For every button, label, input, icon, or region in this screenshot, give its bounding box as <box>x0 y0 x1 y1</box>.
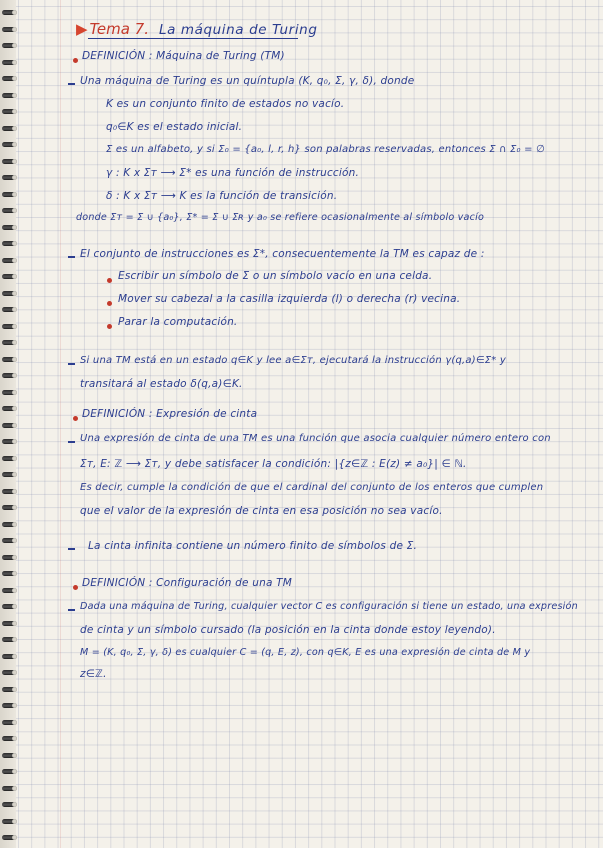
binding-hole <box>12 637 17 642</box>
dash-marker <box>68 441 75 443</box>
binding-hole <box>12 126 17 131</box>
list-item: Parar la computación. <box>118 316 238 328</box>
text-line: δ : K x Σᴛ ⟶ K es la función de transición. <box>106 190 338 202</box>
binding-hole <box>12 175 17 180</box>
definition-heading-tm: DEFINICIÓN : Máquina de Turing (TM) <box>82 50 285 62</box>
binding-hole <box>12 819 17 824</box>
binding-hole <box>12 225 17 230</box>
binding-hole <box>12 76 17 81</box>
binding-hole <box>12 538 17 543</box>
text-line: de cinta y un símbolo cursado (la posición en la cinta donde estoy leyendo). <box>80 624 496 636</box>
binding-hole <box>12 109 17 114</box>
definition-heading-config: DEFINICIÓN : Configuración de una TM <box>82 577 292 589</box>
binding-hole <box>12 456 17 461</box>
binding-hole <box>12 406 17 411</box>
binding-hole <box>12 835 17 840</box>
binding-hole <box>12 390 17 395</box>
dash-marker <box>68 83 75 85</box>
list-bullet <box>107 324 112 329</box>
text-line: que el valor de la expresión de cinta en esa posición no sea vacío. <box>80 505 443 517</box>
definition-heading-tape: DEFINICIÓN : Expresión de cinta <box>82 408 258 420</box>
binding-hole <box>12 27 17 32</box>
binding-hole <box>12 340 17 345</box>
binding-hole <box>12 654 17 659</box>
dash-marker <box>68 548 75 550</box>
binding-hole <box>12 670 17 675</box>
binding-hole <box>12 522 17 527</box>
binding-hole <box>12 703 17 708</box>
text-line: Dada una máquina de Turing, cualquier vector C es configuración si tiene un estado, una expresión <box>80 601 578 612</box>
arrow-marker-icon: ▶ <box>76 20 88 38</box>
binding-hole <box>12 258 17 263</box>
binding-hole <box>12 93 17 98</box>
list-item: Escribir un símbolo de Σ o un símbolo vacío en una celda. <box>118 270 433 282</box>
text-line: El conjunto de instrucciones es Σ*, consecuentemente la TM es capaz de : <box>80 248 485 260</box>
text-line: q₀∈K es el estado inicial. <box>106 121 243 133</box>
definition-bullet <box>73 416 78 421</box>
text-line: La cinta infinita contiene un número finito de símbolos de Σ. <box>88 540 418 552</box>
binding-hole <box>12 373 17 378</box>
title-underline <box>88 38 298 39</box>
binding-hole <box>12 786 17 791</box>
binding-hole <box>12 472 17 477</box>
binding-hole <box>12 10 17 15</box>
binding-hole <box>12 489 17 494</box>
text-line: K es un conjunto finito de estados no vacío. <box>106 98 345 110</box>
text-line: donde Σᴛ = Σ ∪ {a₀}, Σ* = Σ ∪ Σʀ y a₀ se refiere ocasionalmente al símbolo vacío <box>76 212 485 223</box>
dash-marker <box>68 256 75 258</box>
binding-hole <box>12 621 17 626</box>
page-title <box>76 20 318 38</box>
binding-hole <box>12 736 17 741</box>
definition-bullet <box>73 585 78 590</box>
dash-marker <box>68 363 75 365</box>
list-bullet <box>107 301 112 306</box>
text-line: M = (K, q₀, Σ, γ, δ) es cualquier C = (q, E, z), con q∈K, E es una expresión de cinta de M y <box>80 647 531 658</box>
title-prefix: Tema 7. <box>89 20 149 38</box>
binding-hole <box>12 753 17 758</box>
text-line: transitará al estado δ(q,a)∈K. <box>80 378 243 390</box>
list-bullet <box>107 278 112 283</box>
binding-hole <box>12 588 17 593</box>
definition-bullet <box>73 58 78 63</box>
binding-hole <box>12 208 17 213</box>
binding-hole <box>12 439 17 444</box>
binding-hole <box>12 571 17 576</box>
text-line: z∈ℤ. <box>80 668 107 680</box>
binding-hole <box>12 142 17 147</box>
title-text: La máquina de Turing <box>158 22 318 38</box>
binding-hole <box>12 291 17 296</box>
binding-hole <box>12 555 17 560</box>
text-line: Es decir, cumple la condición de que el cardinal del conjunto de los enteros que cumplen <box>80 482 544 493</box>
binding-hole <box>12 357 17 362</box>
margin-line <box>60 0 61 848</box>
binding-hole <box>12 604 17 609</box>
binding-hole <box>12 60 17 65</box>
spiral-binding <box>0 0 16 848</box>
binding-hole <box>12 687 17 692</box>
binding-hole <box>12 274 17 279</box>
binding-hole <box>12 307 17 312</box>
binding-hole <box>12 505 17 510</box>
binding-hole <box>12 241 17 246</box>
text-line: γ : K x Σᴛ ⟶ Σ* es una función de instrucción. <box>106 167 360 179</box>
text-line: Una máquina de Turing es un quíntupla (K, q₀, Σ, γ, δ), donde <box>80 75 415 87</box>
text-line: Una expresión de cinta de una TM es una función que asocia cualquier número entero con <box>80 433 551 444</box>
text-line: Σᴛ, E: ℤ ⟶ Σᴛ, y debe satisfacer la condición: |{z∈ℤ : E(z) ≠ a₀}| ∈ ℕ. <box>80 458 467 470</box>
binding-hole <box>12 423 17 428</box>
text-line: Σ es un alfabeto, y si Σ₀ = {a₀, l, r, h} son palabras reservadas, entonces Σ ∩ Σ₀ = ∅ <box>106 144 545 155</box>
binding-hole <box>12 802 17 807</box>
binding-hole <box>12 192 17 197</box>
binding-hole <box>12 720 17 725</box>
text-line: Si una TM está en un estado q∈K y lee a∈Σᴛ, ejecutará la instrucción γ(q,a)∈Σ* y <box>80 355 506 366</box>
dash-marker <box>68 609 75 611</box>
binding-hole <box>12 324 17 329</box>
list-item: Mover su cabezal a la casilla izquierda (l) o derecha (r) vecina. <box>118 293 461 305</box>
binding-hole <box>12 43 17 48</box>
binding-hole <box>12 159 17 164</box>
binding-hole <box>12 769 17 774</box>
